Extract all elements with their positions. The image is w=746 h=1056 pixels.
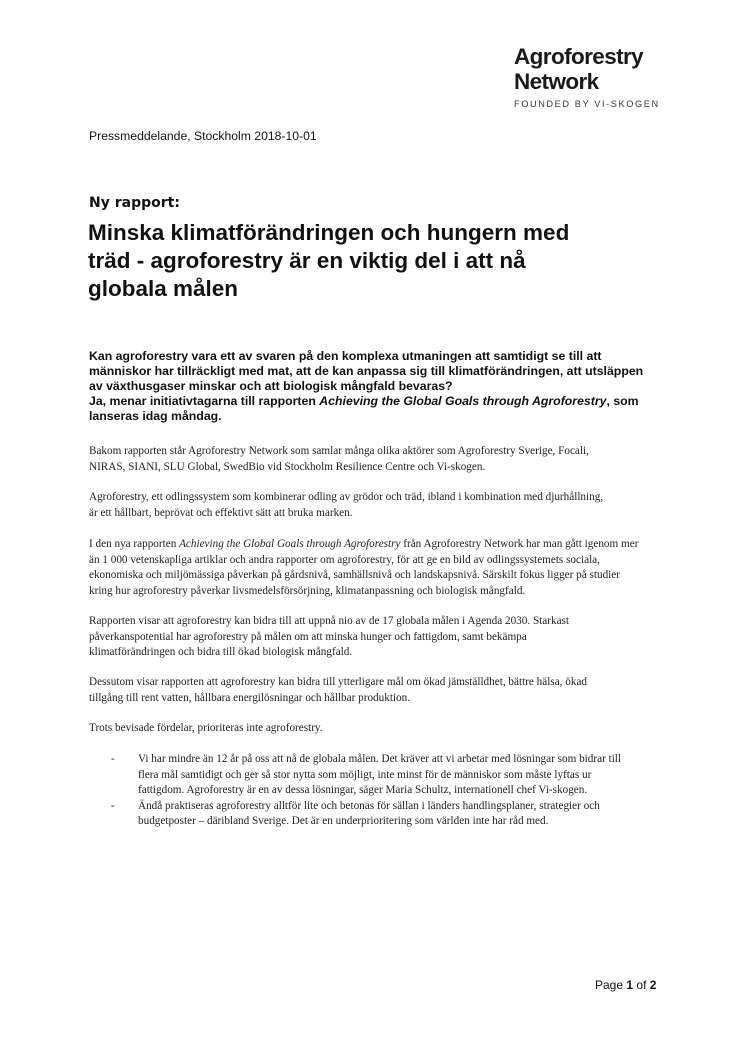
list-item-line: budgetposter – däribland Sverige. Det är en underprioritering som världen inte har råd med. (138, 815, 549, 828)
dash-bullet: - (111, 799, 115, 812)
quote-list (89, 752, 669, 830)
paragraph-line: ekonomiska och miljömässiga påverkan på gårdsnivå, samhällsnivå och landskapsnivå. Särskilt fokus ligger på studier (89, 569, 620, 582)
list-item-line: fattigdom. Agroforestry är en av dessa lösningar, säger Maria Schultz, internationell chef Vi-skogen. (138, 784, 588, 797)
body-paragraph (89, 444, 669, 475)
paragraph-line: Bakom rapporten står Agroforestry Network som samlar många olika aktörer som Agroforestry Sverige, Focali, (89, 445, 589, 457)
current-page: 1 (626, 978, 634, 992)
lead-line: människor har tillräckligt med mat, att de kan anpassa sig till klimatförändringen, att utsläppen (89, 364, 644, 378)
body-paragraph (89, 675, 669, 706)
list-item-line: flera mål samtidigt och ger så stor nytta som möjligt, inte minst för de människor som måste lyftas ur (138, 768, 592, 781)
lead-line: av växthusgaser minskar och att biologisk mångfald bevaras? (89, 379, 453, 393)
report-title: Achieving the Global Goals through Agroforestry (179, 538, 401, 550)
list-item (89, 752, 669, 799)
paragraph-line: påverkanspotential har agroforestry på målen om att minska hunger och fattigdom, samt bekämpa (89, 630, 527, 643)
paragraph-line: Rapporten visar att agroforestry kan bidra till att uppnå nio av de 17 globala målen i Agenda 2030. Starkast (89, 615, 570, 627)
dateline: Pressmeddelande, Stockholm 2018-10-01 (89, 129, 317, 143)
paragraph-line: är ett hållbart, beprövat och effektivt sätt att bruka marken. (89, 506, 353, 519)
logo-line-2: Network (514, 69, 599, 94)
kicker: Ny rapport: (89, 195, 180, 211)
lead-line: Ja, menar initiativtagarna till rapporten (89, 394, 320, 408)
lead-line: , som (606, 394, 639, 408)
paragraph-line: tillgång till rent vatten, hållbara energilösningar och hållbar produktion. (89, 691, 411, 704)
logo-tagline: FOUNDED BY VI-SKOGEN (514, 99, 660, 109)
body-paragraph (89, 490, 669, 521)
dash-bullet: - (111, 753, 115, 765)
paragraph-line: Dessutom visar rapporten att agroforestry kan bidra till ytterligare mål om ökad jämställdhet, bättre hälsa, ökad (89, 676, 588, 688)
report-title: Achieving the Global Goals through Agroforestry (319, 394, 607, 408)
lead-line: Kan agroforestry vara ett av svaren på den komplexa utmaningen att samtidigt se till att (89, 349, 602, 363)
paragraph-line: NIRAS, SIANI, SLU Global, SwedBio vid Stockholm Resilience Centre och Vi-skogen. (89, 460, 486, 473)
body-paragraph (89, 537, 669, 599)
agroforestry-network-logo (514, 44, 714, 109)
lead-paragraph (89, 349, 669, 424)
paragraph-line: Trots bevisade fördelar, prioriteras inte agroforestry. (89, 722, 323, 734)
body-paragraph (89, 721, 669, 737)
page-number (595, 978, 656, 992)
paragraph-line: från Agroforestry Network har man gått igenom mer (400, 538, 639, 550)
list-item-line: Ändå praktiseras agroforestry alltför lite och betonas för sällan i länders handlingsplaner, strategier och (138, 799, 600, 812)
paragraph-line: klimatförändringen och bidra till ökad biologisk mångfald. (89, 646, 353, 659)
page-label: Page (595, 978, 624, 992)
lead-line: lanseras idag måndag. (89, 409, 222, 423)
paragraph-line: än 1 000 vetenskapliga artiklar och andra rapporter om agroforestry, för att ge en bild av odlingssystemets sociala, (89, 553, 600, 566)
page-of: of (636, 978, 647, 992)
headline-line: Minska klimatförändringen och hungern med (88, 220, 570, 245)
list-item-line: Vi har mindre än 12 år på oss att nå de globala målen. Det kräver att vi arbetar med lösningar som bidrar till (138, 753, 622, 765)
logo-line-1: Agroforestry (514, 44, 644, 69)
paragraph-line: Agroforestry, ett odlingssystem som kombinerar odling av grödor och träd, ibland i kombination med djurhållning, (89, 491, 604, 503)
headline (88, 219, 668, 303)
paragraph-line: kring hur agroforestry påverkar livsmedelsförsörjning, klimatanpassning och biologisk mångfald. (89, 584, 526, 597)
body-paragraph (89, 614, 669, 661)
headline-line: träd - agroforestry är en viktig del i att nå (88, 248, 526, 273)
paragraph-line: I den nya rapporten (89, 538, 180, 550)
total-pages: 2 (649, 978, 657, 992)
headline-line: globala målen (88, 276, 239, 301)
list-item (89, 799, 669, 830)
